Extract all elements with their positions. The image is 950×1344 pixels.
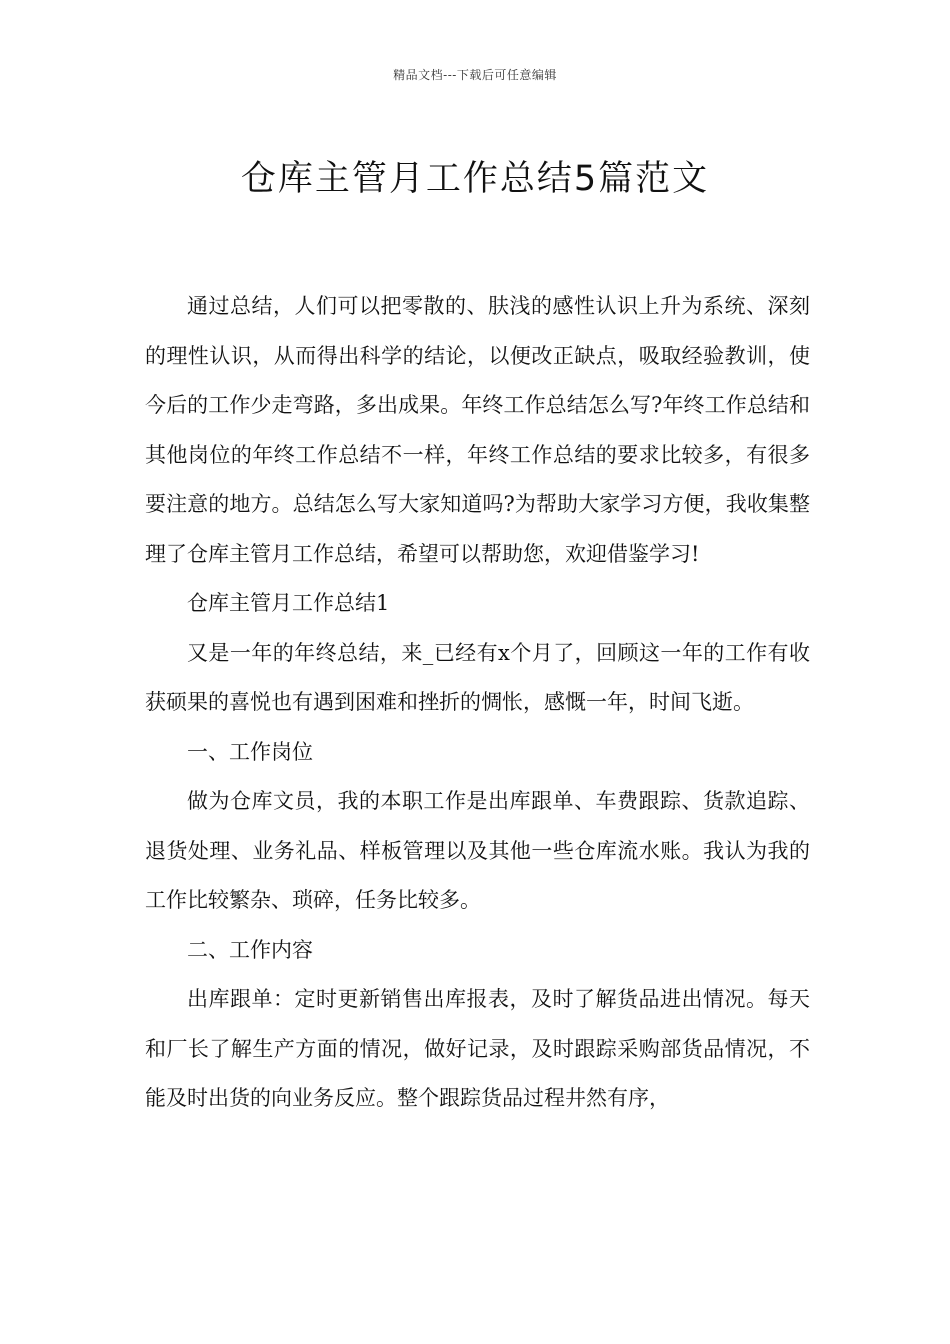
section-heading-summary-1: 仓库主管月工作总结1 <box>187 591 390 615</box>
intro-paragraph: 通过总结，人们可以把零散的、肤浅的感性认识上升为系统、深刻的理性认识，从而得出科学的结论，以便改正缺点，吸取经验教训，使今后的工作少走弯路，多出成果。年终工作总结怎么写?年终工作总结和其他岗位的年终工作总结不一样，年终工作总结的要求比较多，有很多要注意的地方。总结怎么写大家知道吗?为帮助大家学习方便，我收集整理了仓库主管月工作总结，希望可以帮助您，欢迎借鉴学习! <box>145 294 810 566</box>
header-note: 精品文档---下载后可任意编辑 <box>393 68 557 82</box>
section-heading-job-position: 一、工作岗位 <box>187 739 313 764</box>
summary-1-paragraph: 又是一年的年终总结，来_已经有x个月了，回顾这一年的工作有收获硕果的喜悦也有遇到困难和挫折的惆怅，感慨一年，时间飞逝。 <box>145 640 810 714</box>
job-position-paragraph: 做为仓库文员，我的本职工作是出库跟单、车费跟踪、货款追踪、退货处理、业务礼品、样板管理以及其他一些仓库流水账。我认为我的工作比较繁杂、琐碎，任务比较多。 <box>145 789 810 912</box>
job-content-paragraph: 出库跟单：定时更新销售出库报表，及时了解货品进出情况。每天和厂长了解生产方面的情况，做好记录，及时跟踪采购部货品情况，不能及时出货的向业务反应。整个跟踪货品过程井然有序， <box>145 987 810 1110</box>
document-body <box>145 282 810 1124</box>
document-title: 仓库主管月工作总结5篇范文 <box>240 159 710 200</box>
section-heading-job-content: 二、工作内容 <box>187 937 313 962</box>
